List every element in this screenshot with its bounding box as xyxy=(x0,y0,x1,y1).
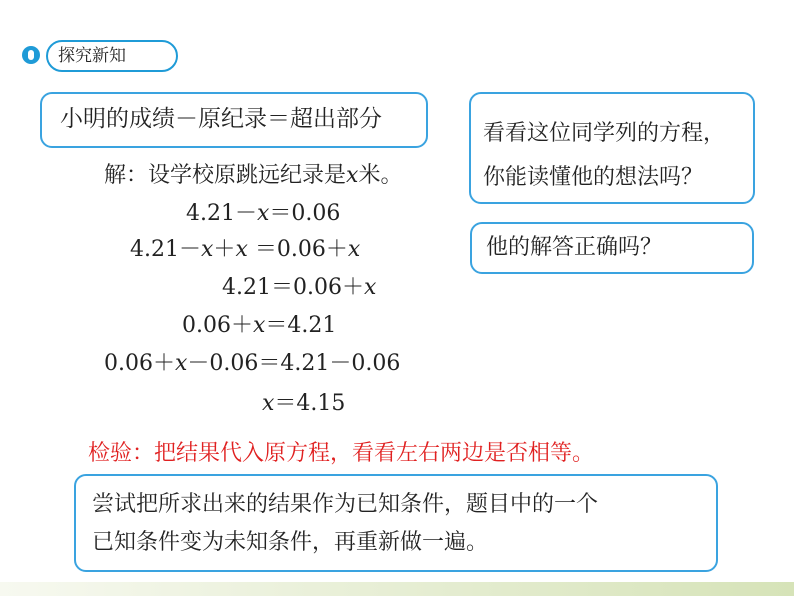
tip-box xyxy=(74,474,718,572)
check-instruction: 检验：把结果代入原方程，看看左右两边是否相等。 xyxy=(88,441,595,466)
section-badge: 探究新知 xyxy=(46,40,178,72)
question-box-1 xyxy=(469,92,755,204)
question-1-line-1: 看看这位同学列的方程， xyxy=(483,121,726,146)
question-box-2 xyxy=(470,222,754,274)
tip-line-2: 已知条件变为未知条件，再重新做一遍。 xyxy=(92,530,489,555)
footer-decoration xyxy=(0,582,794,596)
question-2-text: 他的解答正确吗？ xyxy=(486,235,663,260)
solution-step-3: 4.21＝0.06＋x xyxy=(222,275,377,300)
formula-text: 小明的成绩－原纪录＝超出部分 xyxy=(60,106,382,132)
solution-step-5: 0.06＋x－0.06＝4.21－0.06 xyxy=(104,351,401,376)
tip-line-1: 尝试把所求出来的结果作为已知条件，题目中的一个 xyxy=(92,492,599,517)
solution-step-2: 4.21－x＋x ＝0.06＋x xyxy=(130,237,361,262)
question-1-line-2: 你能读懂他的想法吗？ xyxy=(483,165,704,190)
section-marker-icon xyxy=(22,46,40,64)
formula-box xyxy=(40,92,428,148)
solution-step-1: 4.21－x＝0.06 xyxy=(186,201,341,226)
solution-step-4: 0.06＋x＝4.21 xyxy=(182,313,337,338)
solution-intro: 解：设学校原跳远纪录是x米。 xyxy=(104,163,403,188)
solution-step-6: x＝4.15 xyxy=(262,391,346,416)
